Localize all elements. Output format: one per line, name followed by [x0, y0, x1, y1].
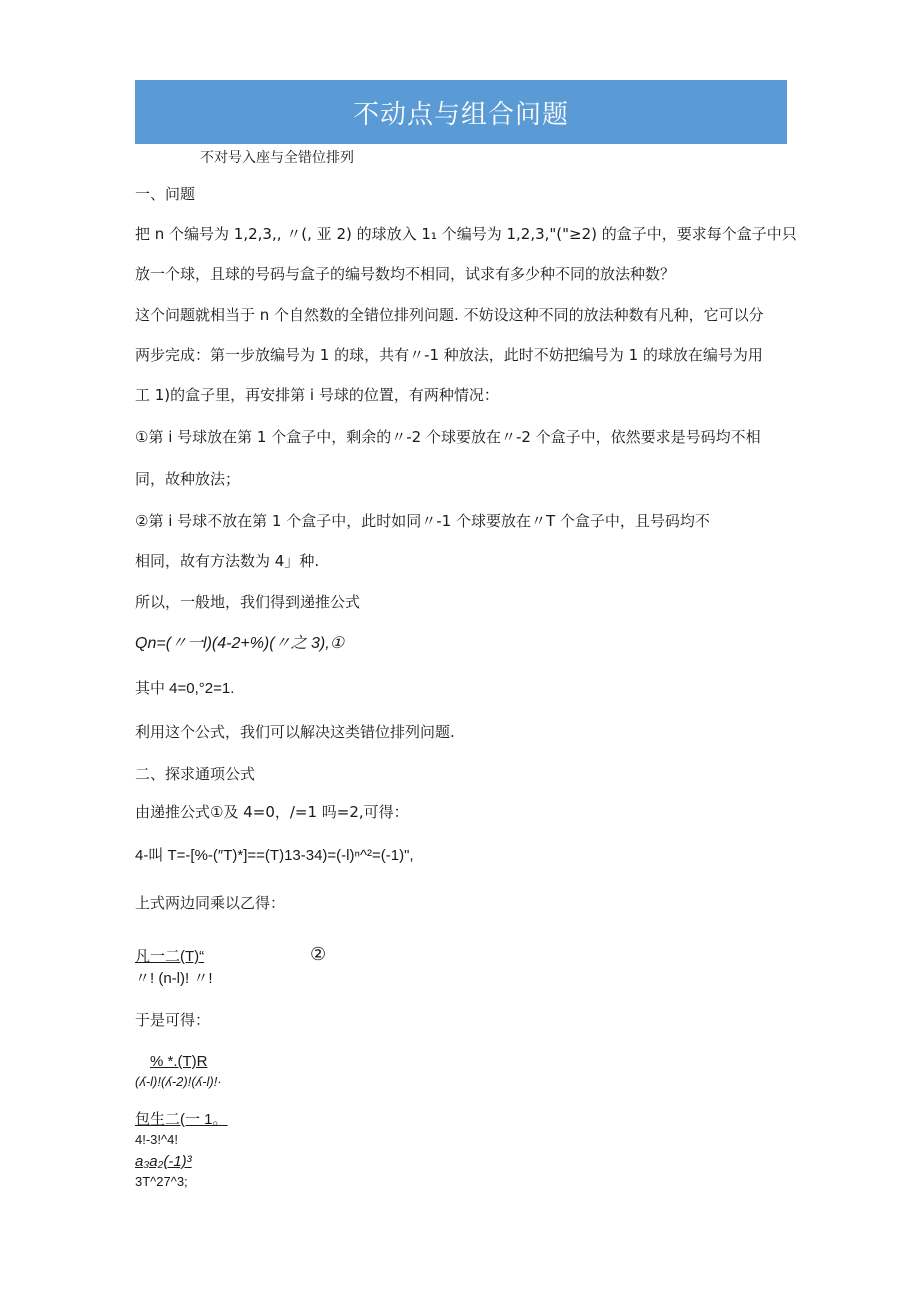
paragraph-line: 两步完成：第一步放编号为 1 的球，共有〃-1 种放法，此时不妨把编号为 1 的球放在编号为用 — [135, 346, 763, 364]
formula-4-numerators: 包生二(一 1。 — [135, 1111, 228, 1128]
paragraph-line: 放一个球，且球的号码与盒子的编号数均不相同，试求有多少种不同的放法种数？ — [135, 265, 676, 283]
equation-number-2: ② — [310, 944, 327, 965]
difference-formula: 4-叫 T=-[%-(″T)*]==(T)13-34)=(-l)ⁿ^²=(-1)", — [135, 847, 414, 864]
conclusion-line: 所以，一般地，我们得到递推公式 — [135, 593, 361, 611]
paragraph-line: 这个问题就相当于 n 个自然数的全错位排列问题. 不妨设这种不同的放法种数有凡种，它可以分 — [135, 306, 764, 324]
formula-5-numerators: a₃a₂(-1)³ — [135, 1153, 192, 1170]
usage-line: 利用这个公式，我们可以解决这类错位排列问题. — [135, 723, 455, 741]
section-heading-general-term: 二、探求通项公式 — [135, 765, 256, 783]
section-heading-problem: 一、问题 — [135, 185, 196, 203]
formula-3-denominators: (ʎ-l)!(ʎ-2)!(ʎ-l)!· — [135, 1074, 222, 1089]
formula-3-numerators: % *.(T)R — [150, 1053, 208, 1070]
subtitle: 不对号入座与全错位排列 — [200, 150, 354, 166]
case-1-line: 同，故种放法； — [135, 470, 241, 488]
case-1-line: ①第 i 号球放在第 1 个盒子中，剩余的〃-2 个球要放在〃-2 个盒子中，依然要求是号码均不相 — [135, 428, 761, 446]
derive-line: 由递推公式①及 4=0，/=1 吗=2,可得： — [135, 803, 409, 821]
initial-values: 其中 4=0,°2=1. — [135, 680, 235, 697]
paragraph-line: 把 n 个编号为 1,2,3,, 〃(, 亚 2) 的球放入 1₁ 个编号为 1,2,3,"("≥2) 的盒子中，要求每个盒子中只 — [135, 225, 797, 243]
formula-5-denominators: 3T^27^3; — [135, 1174, 188, 1189]
formula-4-denominators: 4!-3!^4! — [135, 1132, 178, 1147]
paragraph-line: 工 1)的盒子里，再安排第 i 号球的位置，有两种情况： — [135, 386, 499, 404]
page-title: 不动点与组合问题 — [352, 99, 569, 130]
title-banner — [135, 80, 787, 144]
thus-line: 于是可得： — [135, 1011, 211, 1029]
multiply-line: 上式两边同乘以乙得： — [135, 894, 286, 912]
recurrence-formula: Qn=(〃一l)(4-2+%)(〃之 3),① — [135, 635, 345, 652]
fraction-denominators: 〃! (n-l)! 〃! — [135, 970, 213, 987]
case-2-line: ②第 i 号球不放在第 1 个盒子中，此时如同〃-1 个球要放在〃T 个盒子中，且号码均不 — [135, 512, 710, 530]
fraction-numerators: 凡一二(T)“ — [135, 948, 205, 965]
case-2-line: 相同，故有方法数为 4」种. — [135, 552, 320, 570]
